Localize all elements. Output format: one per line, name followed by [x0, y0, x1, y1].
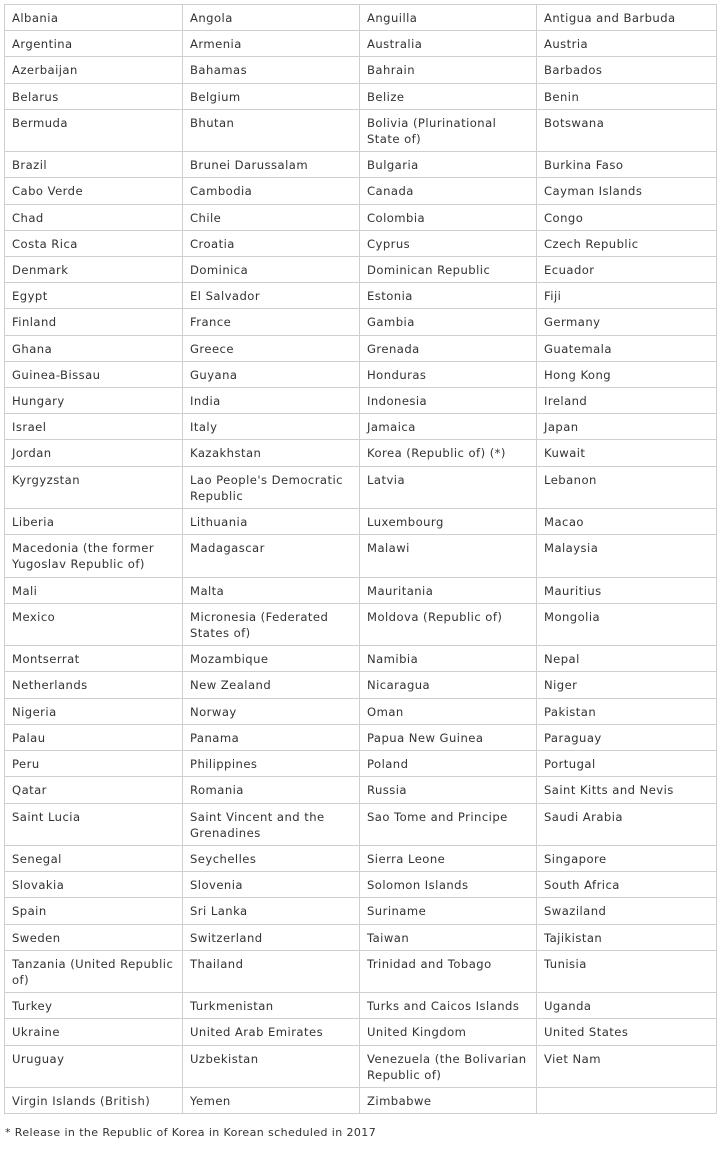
country-cell: Fiji — [537, 283, 717, 309]
country-cell: Turkey — [5, 993, 183, 1019]
country-cell: Germany — [537, 309, 717, 335]
country-cell: Azerbaijan — [5, 57, 183, 83]
country-cell: Spain — [5, 898, 183, 924]
country-cell: Angola — [183, 5, 360, 31]
country-cell: Chile — [183, 204, 360, 230]
country-cell: Taiwan — [360, 924, 537, 950]
country-cell: Belarus — [5, 83, 183, 109]
table-row — [5, 335, 717, 361]
country-cell: Tunisia — [537, 950, 717, 992]
country-cell: Malaysia — [537, 535, 717, 577]
country-cell: Saint Kitts and Nevis — [537, 777, 717, 803]
country-cell: Yemen — [183, 1087, 360, 1113]
table-row — [5, 1019, 717, 1045]
country-cell: France — [183, 309, 360, 335]
table-row — [5, 1087, 717, 1113]
country-cell: Solomon Islands — [360, 872, 537, 898]
country-cell: Singapore — [537, 845, 717, 871]
country-cell: Slovenia — [183, 872, 360, 898]
country-cell: Liberia — [5, 509, 183, 535]
country-cell: Congo — [537, 204, 717, 230]
country-cell: Tajikistan — [537, 924, 717, 950]
country-cell: Botswana — [537, 109, 717, 151]
country-cell: Dominican Republic — [360, 257, 537, 283]
country-cell: Bhutan — [183, 109, 360, 151]
table-row — [5, 31, 717, 57]
country-cell: Mauritius — [537, 577, 717, 603]
country-cell: Israel — [5, 414, 183, 440]
country-cell: Netherlands — [5, 672, 183, 698]
country-cell: Ghana — [5, 335, 183, 361]
country-cell: Belgium — [183, 83, 360, 109]
table-row — [5, 751, 717, 777]
table-row — [5, 777, 717, 803]
country-cell: Sierra Leone — [360, 845, 537, 871]
country-cell: Switzerland — [183, 924, 360, 950]
country-cell: Papua New Guinea — [360, 724, 537, 750]
country-cell: Mexico — [5, 603, 183, 645]
table-row — [5, 646, 717, 672]
country-cell: Croatia — [183, 230, 360, 256]
country-cell: Colombia — [360, 204, 537, 230]
table-row — [5, 993, 717, 1019]
country-cell: Brazil — [5, 152, 183, 178]
country-cell: Thailand — [183, 950, 360, 992]
table-row — [5, 698, 717, 724]
country-cell: Turks and Caicos Islands — [360, 993, 537, 1019]
country-cell: Jamaica — [360, 414, 537, 440]
country-cell: Albania — [5, 5, 183, 31]
country-cell: Malawi — [360, 535, 537, 577]
country-cell: Brunei Darussalam — [183, 152, 360, 178]
country-cell: Guyana — [183, 361, 360, 387]
country-cell: Mozambique — [183, 646, 360, 672]
table-row — [5, 257, 717, 283]
country-cell: Uganda — [537, 993, 717, 1019]
country-cell: Tanzania (United Republic of) — [5, 950, 183, 992]
country-cell: United States — [537, 1019, 717, 1045]
country-cell: Bulgaria — [360, 152, 537, 178]
country-cell: Seychelles — [183, 845, 360, 871]
table-row — [5, 535, 717, 577]
footnote: * Release in the Republic of Korea in Korean scheduled in 2017 — [5, 1126, 377, 1140]
country-cell: Venezuela (the Bolivarian Republic of) — [360, 1045, 537, 1087]
country-cell: Zimbabwe — [360, 1087, 537, 1113]
table-row — [5, 950, 717, 992]
table-row — [5, 466, 717, 508]
country-cell: Saudi Arabia — [537, 803, 717, 845]
country-cell: Japan — [537, 414, 717, 440]
country-cell: Trinidad and Tobago — [360, 950, 537, 992]
table-row — [5, 898, 717, 924]
country-cell: Swaziland — [537, 898, 717, 924]
table-row — [5, 57, 717, 83]
country-cell: Mauritania — [360, 577, 537, 603]
country-cell: Denmark — [5, 257, 183, 283]
country-cell: Kuwait — [537, 440, 717, 466]
country-cell: India — [183, 388, 360, 414]
country-cell: El Salvador — [183, 283, 360, 309]
country-cell: Hungary — [5, 388, 183, 414]
country-cell: Chad — [5, 204, 183, 230]
country-cell: United Arab Emirates — [183, 1019, 360, 1045]
country-cell: Saint Lucia — [5, 803, 183, 845]
country-cell: Honduras — [360, 361, 537, 387]
country-cell: Barbados — [537, 57, 717, 83]
country-cell: Portugal — [537, 751, 717, 777]
country-cell: Bolivia (Plurinational State of) — [360, 109, 537, 151]
country-cell: Lao People's Democratic Republic — [183, 466, 360, 508]
country-cell: Philippines — [183, 751, 360, 777]
country-cell: Nepal — [537, 646, 717, 672]
country-cell: Saint Vincent and the Grenadines — [183, 803, 360, 845]
country-cell: Mali — [5, 577, 183, 603]
country-cell: Ireland — [537, 388, 717, 414]
table-row — [5, 845, 717, 871]
table-row — [5, 724, 717, 750]
country-cell: Kazakhstan — [183, 440, 360, 466]
country-cell: Cyprus — [360, 230, 537, 256]
country-cell: Korea (Republic of) (*) — [360, 440, 537, 466]
country-cell: Nigeria — [5, 698, 183, 724]
country-cell: Luxembourg — [360, 509, 537, 535]
country-cell: Dominica — [183, 257, 360, 283]
table-row — [5, 440, 717, 466]
country-cell: Mongolia — [537, 603, 717, 645]
country-cell: Kyrgyzstan — [5, 466, 183, 508]
country-cell: Virgin Islands (British) — [5, 1087, 183, 1113]
country-cell: New Zealand — [183, 672, 360, 698]
table-row — [5, 5, 717, 31]
table-row — [5, 603, 717, 645]
country-cell: Jordan — [5, 440, 183, 466]
country-cell: Cabo Verde — [5, 178, 183, 204]
table-row — [5, 509, 717, 535]
country-cell: Burkina Faso — [537, 152, 717, 178]
country-cell: Moldova (Republic of) — [360, 603, 537, 645]
country-cell: Macao — [537, 509, 717, 535]
country-cell: Armenia — [183, 31, 360, 57]
country-cell: Uruguay — [5, 1045, 183, 1087]
country-cell: Palau — [5, 724, 183, 750]
country-cell: Oman — [360, 698, 537, 724]
country-cell: Ukraine — [5, 1019, 183, 1045]
country-cell: Finland — [5, 309, 183, 335]
country-cell: Panama — [183, 724, 360, 750]
country-cell: Macedonia (the former Yugoslav Republic of) — [5, 535, 183, 577]
country-cell: Canada — [360, 178, 537, 204]
country-cell: Sweden — [5, 924, 183, 950]
country-cell: Greece — [183, 335, 360, 361]
country-cell: Turkmenistan — [183, 993, 360, 1019]
country-cell: Ecuador — [537, 257, 717, 283]
country-cell: Romania — [183, 777, 360, 803]
country-cell: Grenada — [360, 335, 537, 361]
table-row — [5, 283, 717, 309]
table-row — [5, 309, 717, 335]
country-cell: Guatemala — [537, 335, 717, 361]
country-cell: Micronesia (Federated States of) — [183, 603, 360, 645]
country-cell: Gambia — [360, 309, 537, 335]
country-cell — [537, 1087, 717, 1113]
country-cell: Argentina — [5, 31, 183, 57]
country-cell: Egypt — [5, 283, 183, 309]
country-cell: Uzbekistan — [183, 1045, 360, 1087]
country-cell: Costa Rica — [5, 230, 183, 256]
country-cell: Suriname — [360, 898, 537, 924]
table-row — [5, 388, 717, 414]
table-row — [5, 414, 717, 440]
country-cell: Australia — [360, 31, 537, 57]
country-table — [4, 4, 717, 1114]
country-cell: Viet Nam — [537, 1045, 717, 1087]
country-cell: Latvia — [360, 466, 537, 508]
table-row — [5, 109, 717, 151]
country-cell: Poland — [360, 751, 537, 777]
country-cell: Bahrain — [360, 57, 537, 83]
country-cell: Pakistan — [537, 698, 717, 724]
table-row — [5, 230, 717, 256]
table-row — [5, 178, 717, 204]
country-cell: Benin — [537, 83, 717, 109]
country-cell: Norway — [183, 698, 360, 724]
country-table-body — [5, 5, 717, 1114]
country-cell: Sao Tome and Principe — [360, 803, 537, 845]
table-row — [5, 924, 717, 950]
country-cell: United Kingdom — [360, 1019, 537, 1045]
country-cell: Slovakia — [5, 872, 183, 898]
table-row — [5, 83, 717, 109]
country-cell: Qatar — [5, 777, 183, 803]
table-row — [5, 672, 717, 698]
country-cell: Malta — [183, 577, 360, 603]
country-cell: Italy — [183, 414, 360, 440]
table-row — [5, 361, 717, 387]
country-cell: Bermuda — [5, 109, 183, 151]
country-cell: Peru — [5, 751, 183, 777]
country-cell: Montserrat — [5, 646, 183, 672]
country-cell: Belize — [360, 83, 537, 109]
country-cell: Lithuania — [183, 509, 360, 535]
country-cell: Antigua and Barbuda — [537, 5, 717, 31]
country-cell: Russia — [360, 777, 537, 803]
country-cell: Lebanon — [537, 466, 717, 508]
table-row — [5, 577, 717, 603]
country-cell: Niger — [537, 672, 717, 698]
country-cell: Indonesia — [360, 388, 537, 414]
country-cell: Paraguay — [537, 724, 717, 750]
table-row — [5, 152, 717, 178]
table-row — [5, 204, 717, 230]
table-row — [5, 803, 717, 845]
country-cell: Senegal — [5, 845, 183, 871]
country-cell: Estonia — [360, 283, 537, 309]
table-row — [5, 1045, 717, 1087]
country-cell: Bahamas — [183, 57, 360, 83]
country-cell: Hong Kong — [537, 361, 717, 387]
country-cell: Namibia — [360, 646, 537, 672]
country-cell: Guinea-Bissau — [5, 361, 183, 387]
country-cell: South Africa — [537, 872, 717, 898]
country-cell: Cambodia — [183, 178, 360, 204]
country-cell: Sri Lanka — [183, 898, 360, 924]
country-cell: Czech Republic — [537, 230, 717, 256]
country-cell: Cayman Islands — [537, 178, 717, 204]
country-cell: Austria — [537, 31, 717, 57]
country-cell: Anguilla — [360, 5, 537, 31]
table-row — [5, 872, 717, 898]
country-cell: Madagascar — [183, 535, 360, 577]
country-cell: Nicaragua — [360, 672, 537, 698]
